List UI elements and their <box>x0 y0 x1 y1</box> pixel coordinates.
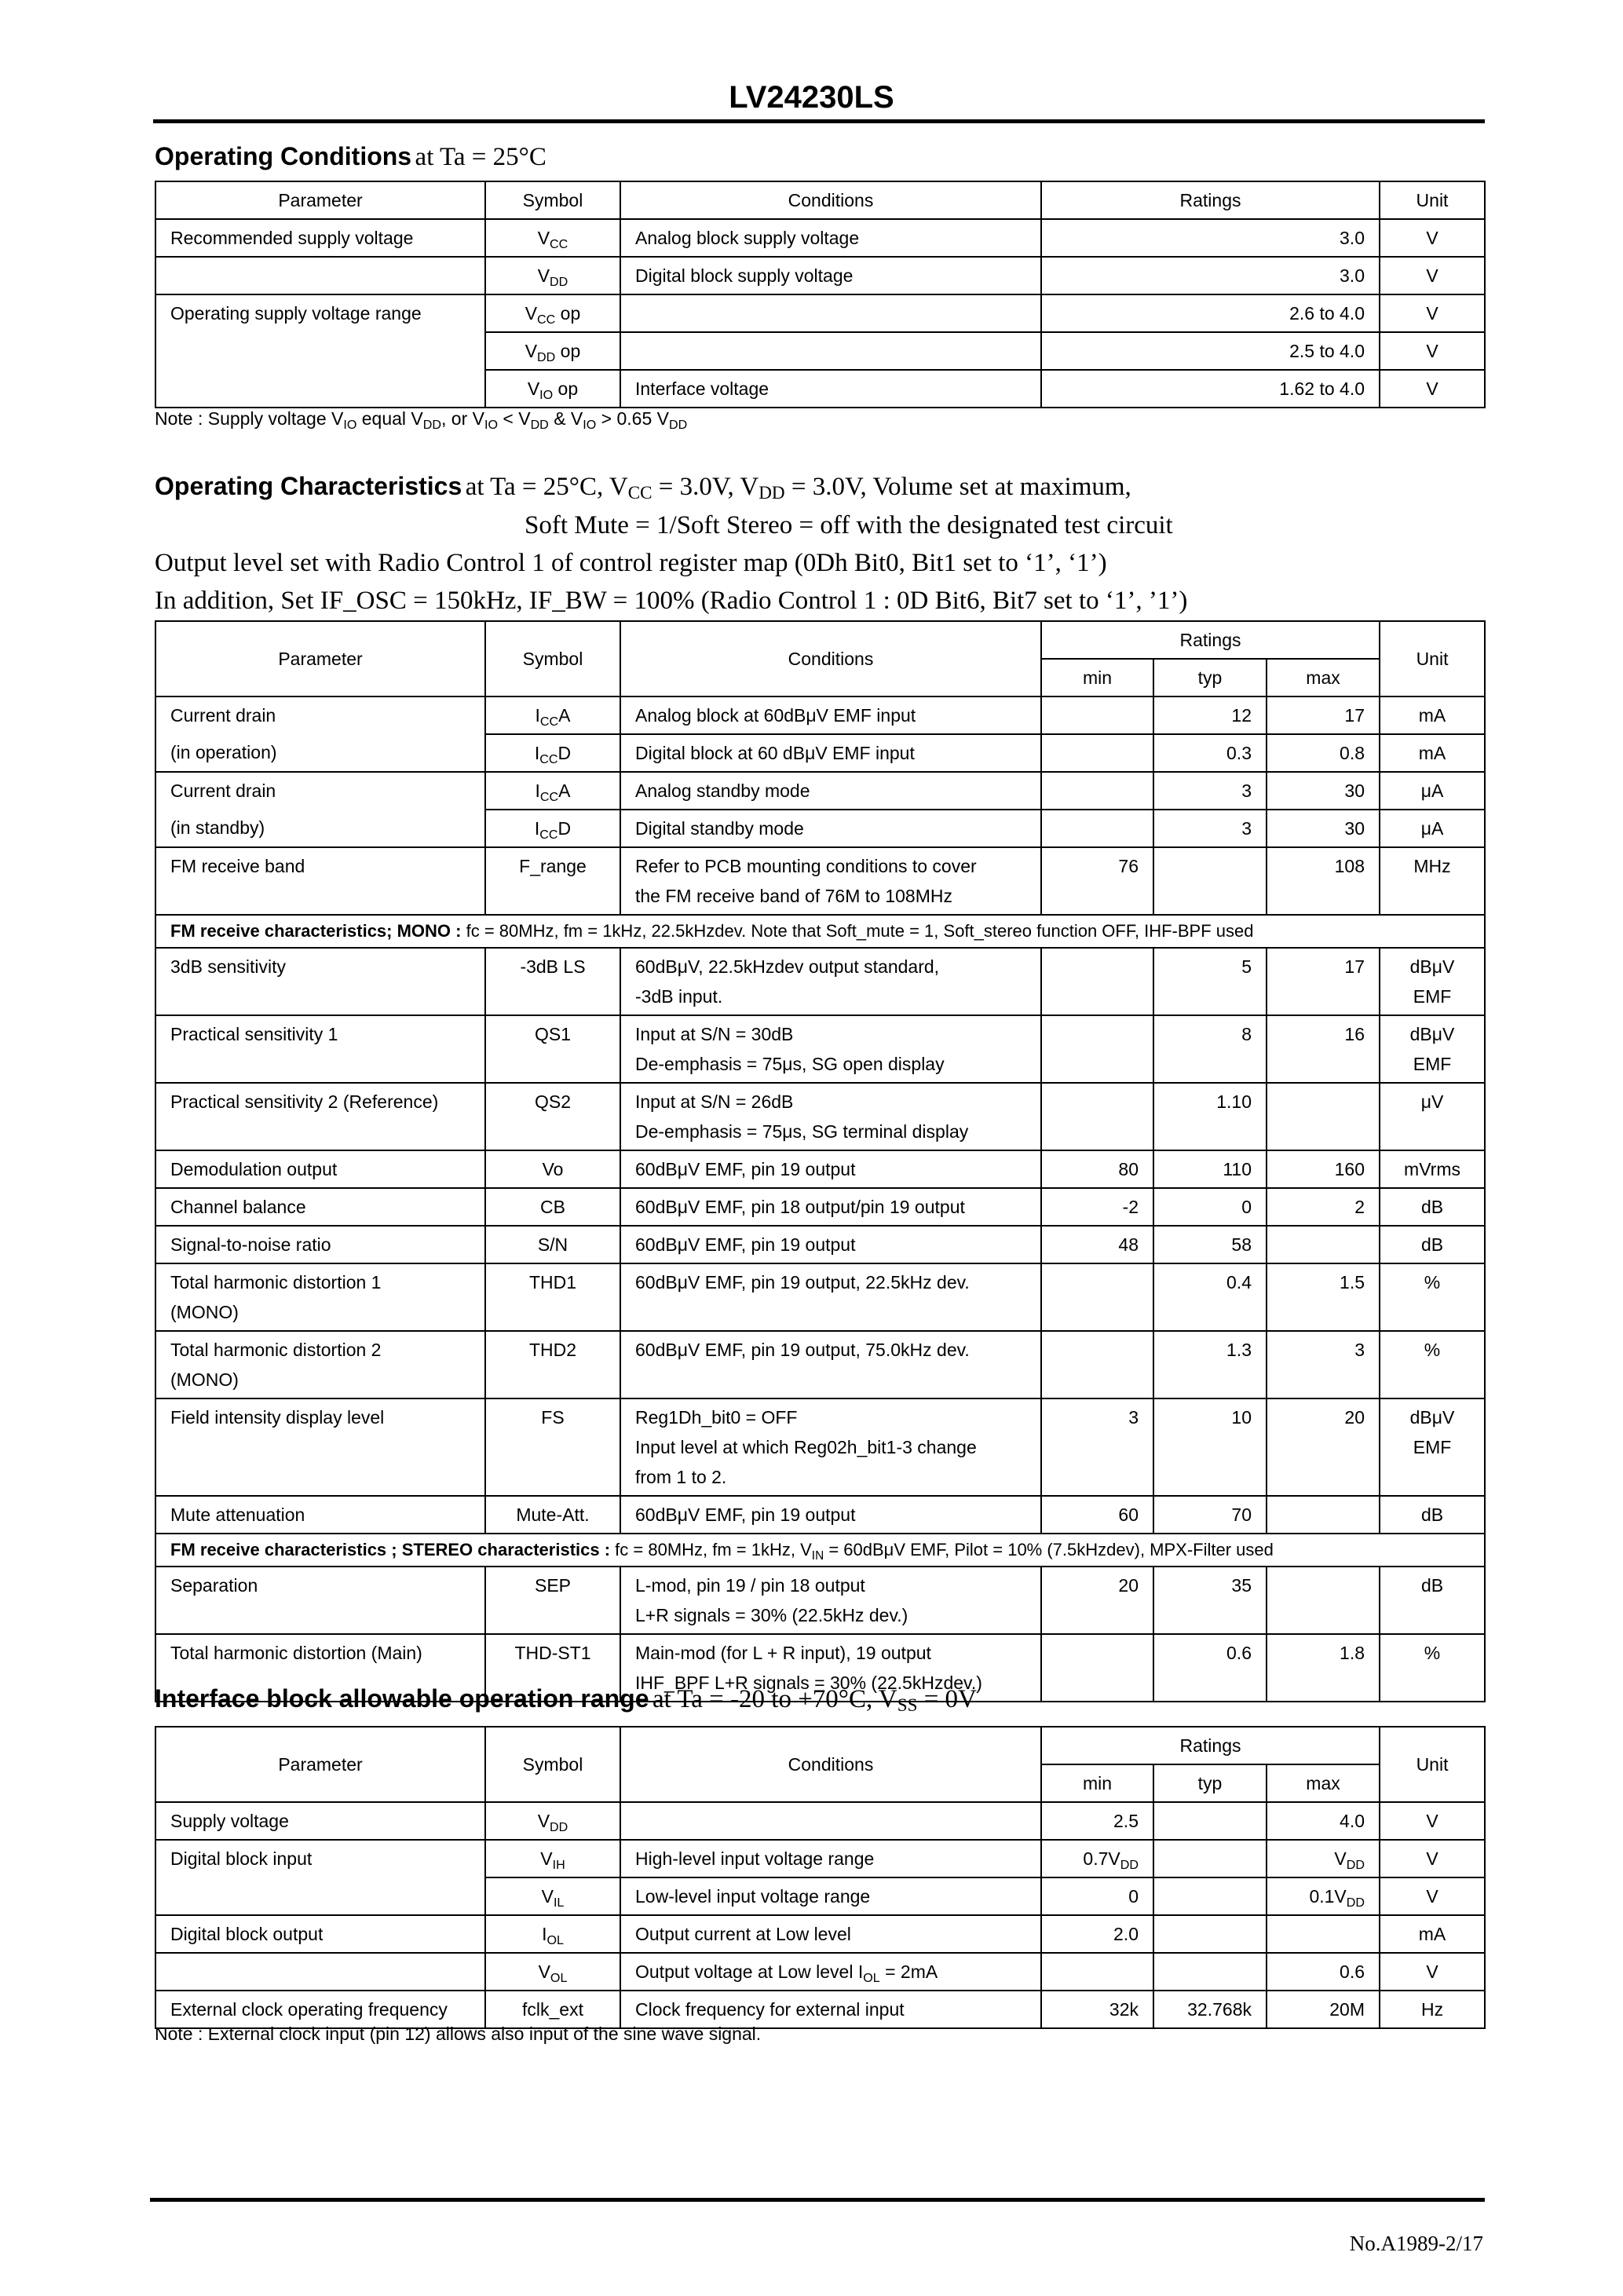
typ-cell: 5 <box>1153 948 1267 1015</box>
unit-cell: μA <box>1380 772 1485 810</box>
parameter-cell <box>155 370 485 408</box>
conditions-cell: 60dBμV EMF, pin 19 output, 22.5kHz dev. <box>620 1263 1041 1331</box>
symbol-cell: Mute-Att. <box>485 1496 620 1534</box>
typ-cell <box>1153 1953 1267 1991</box>
symbol-cell: $V_{DD}$ <box>485 1802 620 1840</box>
symbol-cell: $V_{OL}$ <box>485 1953 620 1991</box>
symbol-cell: S/N <box>485 1226 620 1263</box>
operating-conditions-table <box>155 181 1486 408</box>
conditions-cell: High-level input voltage range <box>620 1840 1041 1877</box>
unit-cell: V <box>1380 1840 1485 1877</box>
symbol-cell: Vo <box>485 1150 620 1188</box>
symbol-cell: $V_{DD}$ <box>485 257 620 294</box>
section-title: Operating Conditions <box>155 142 412 170</box>
max-cell: 17 <box>1267 696 1380 734</box>
typ-cell: 12 <box>1153 696 1267 734</box>
section-condition: at Ta = 25°C <box>415 143 546 171</box>
header-cell: Symbol <box>485 1727 620 1802</box>
typ-cell <box>1153 1915 1267 1953</box>
conditions-cell: L-mod, pin 19 / pin 18 output L+R signals = 30% (22.5kHz dev.) <box>620 1567 1041 1634</box>
min-cell <box>1041 1331 1153 1398</box>
symbol-cell: $I_{CC}A$ <box>485 772 620 810</box>
conditions-cell: Digital standby mode <box>620 810 1041 847</box>
header-cell: Parameter <box>155 181 485 219</box>
parameter-cell: Digital block output <box>155 1915 485 1953</box>
conditions-cell: 60dBμV EMF, pin 19 output <box>620 1226 1041 1263</box>
header-cell: Symbol <box>485 621 620 696</box>
typ-cell: 0.6 <box>1153 1634 1267 1702</box>
table-row <box>155 370 1485 408</box>
table-row <box>155 847 1485 915</box>
conditions-cell: 60dBμV EMF, pin 19 output <box>620 1496 1041 1534</box>
parameter-cell: Mute attenuation <box>155 1496 485 1534</box>
typ-cell <box>1153 1877 1267 1915</box>
symbol-cell: THD2 <box>485 1331 620 1398</box>
typ-cell: 0.3 <box>1153 734 1267 772</box>
operating-characteristics-heading <box>155 468 1131 510</box>
symbol-cell: THD1 <box>485 1263 620 1331</box>
max-cell: 0.8 <box>1267 734 1380 772</box>
min-cell: 48 <box>1041 1226 1153 1263</box>
max-cell <box>1267 1915 1380 1953</box>
rating-cell: 3.0 <box>1041 219 1380 257</box>
unit-cell: % <box>1380 1634 1485 1702</box>
parameter-cell: (in standby) <box>155 810 485 847</box>
stereo-section-header: FM receive characteristics ; STEREO characteristics : fc = 80MHz, fm = 1kHz, $V_{IN} = 60dB\mu V$ EMF, Pilot = 10% (7.5kHzdev), MPX-Filter used <box>155 1534 1485 1567</box>
unit-cell: V <box>1380 1877 1485 1915</box>
table-row <box>155 1840 1485 1877</box>
unit-cell: dB <box>1380 1188 1485 1226</box>
max-cell <box>1267 1226 1380 1263</box>
min-cell <box>1041 734 1153 772</box>
min-cell: -2 <box>1041 1188 1153 1226</box>
rating-cell: 2.5 to 4.0 <box>1041 332 1380 370</box>
typ-cell: 70 <box>1153 1496 1267 1534</box>
unit-cell: Hz <box>1380 1991 1485 2028</box>
header-cell: Ratings <box>1041 181 1380 219</box>
table-row <box>155 1915 1485 1953</box>
header-rule <box>153 119 1485 123</box>
table-row <box>155 1226 1485 1263</box>
conditions-cell: Refer to PCB mounting conditions to cover the FM receive band of 76M to 108MHz <box>620 847 1041 915</box>
max-cell: 20 <box>1267 1398 1380 1496</box>
min-cell <box>1041 1015 1153 1083</box>
operating-characteristics-table <box>155 620 1486 1702</box>
table-row <box>155 1188 1485 1226</box>
symbol-cell: $I_{OL}$ <box>485 1915 620 1953</box>
unit-cell: μV <box>1380 1083 1485 1150</box>
table-row <box>155 1150 1485 1188</box>
unit-cell: % <box>1380 1263 1485 1331</box>
table-header-row <box>155 1727 1485 1764</box>
conditions-cell: 60dBμV EMF, pin 18 output/pin 19 output <box>620 1188 1041 1226</box>
external-clock-note: Note : External clock input (pin 12) allows also input of the sine wave signal. <box>155 2024 762 2044</box>
conditions-cell: Input at S/N = 26dB De-emphasis = 75μs, SG terminal display <box>620 1083 1041 1150</box>
max-cell <box>1267 1567 1380 1634</box>
table-row <box>155 734 1485 772</box>
max-cell <box>1267 1083 1380 1150</box>
max-cell: 2 <box>1267 1188 1380 1226</box>
header-cell: Conditions <box>620 1727 1041 1802</box>
unit-cell: V <box>1380 332 1485 370</box>
unit-cell: V <box>1380 294 1485 332</box>
conditions-cell: 60dBμV EMF, pin 19 output <box>620 1150 1041 1188</box>
typ-cell: 10 <box>1153 1398 1267 1496</box>
typ-cell: 3 <box>1153 810 1267 847</box>
max-cell: 0.6 <box>1267 1953 1380 1991</box>
conditions-cell <box>620 332 1041 370</box>
conditions-cell: Analog block at 60dBμV EMF input <box>620 696 1041 734</box>
unit-cell: MHz <box>1380 847 1485 915</box>
symbol-cell: THD-ST1 <box>485 1634 620 1702</box>
header-cell: max <box>1267 1764 1380 1802</box>
rating-cell: 1.62 to 4.0 <box>1041 370 1380 408</box>
table-row <box>155 772 1485 810</box>
max-cell: $0.1V_{DD}$ <box>1267 1877 1380 1915</box>
supply-voltage-note: Note : Supply voltage $V_{IO}$ equal $V_{DD}$, or $V_{IO} < V_{DD}$ & $V_{IO} > 0.65$ $V_{DD}$ <box>155 408 688 432</box>
min-cell: 60 <box>1041 1496 1153 1534</box>
typ-cell: 110 <box>1153 1150 1267 1188</box>
table-row <box>155 219 1485 257</box>
conditions-cell <box>620 294 1041 332</box>
header-cell: Unit <box>1380 621 1485 696</box>
symbol-cell: $V_{CC}$ op <box>485 294 620 332</box>
symbol-cell: $V_{CC}$ <box>485 219 620 257</box>
symbol-cell: -3dB LS <box>485 948 620 1015</box>
header-cell: Conditions <box>620 181 1041 219</box>
min-cell: 3 <box>1041 1398 1153 1496</box>
unit-cell: mA <box>1380 696 1485 734</box>
header-cell: Unit <box>1380 181 1485 219</box>
condition-line: In addition, Set IF_OSC = 150kHz, IF_BW = 100% (Radio Control 1 : 0D Bit6, Bit7 set to ‘1’, ’1’) <box>155 587 1188 615</box>
conditions-cell <box>620 1802 1041 1840</box>
unit-cell: mVrms <box>1380 1150 1485 1188</box>
document-title: LV24230LS <box>729 80 894 115</box>
symbol-cell: $V_{IO}$ op <box>485 370 620 408</box>
conditions-cell: Main-mod (for L + R input), 19 output IHF_BPF L+R signals = 30% (22.5kHzdev.) <box>620 1634 1041 1702</box>
max-cell: 30 <box>1267 772 1380 810</box>
section-title: Operating Characteristics <box>155 472 462 500</box>
min-cell: 0 <box>1041 1877 1153 1915</box>
parameter-cell: Total harmonic distortion (Main) <box>155 1634 485 1702</box>
conditions-cell: Low-level input voltage range <box>620 1877 1041 1915</box>
symbol-cell: SEP <box>485 1567 620 1634</box>
symbol-cell: $V_{DD}$ op <box>485 332 620 370</box>
interface-block-heading <box>155 1680 977 1722</box>
min-cell: 32k <box>1041 1991 1153 2028</box>
header-cell: max <box>1267 659 1380 696</box>
interface-block-table <box>155 1726 1486 2029</box>
parameter-cell <box>155 257 485 294</box>
unit-cell: mA <box>1380 734 1485 772</box>
condition-line: Output level set with Radio Control 1 of control register map (0Dh Bit0, Bit1 set to ‘1’, ‘1’) <box>155 549 1107 577</box>
max-cell <box>1267 1496 1380 1534</box>
header-cell: Parameter <box>155 621 485 696</box>
section-row <box>155 915 1485 948</box>
table-header-row <box>155 181 1485 219</box>
conditions-cell: Reg1Dh_bit0 = OFF Input level at which Reg02h_bit1-3 change from 1 to 2. <box>620 1398 1041 1496</box>
typ-cell: 1.3 <box>1153 1331 1267 1398</box>
rating-cell: 3.0 <box>1041 257 1380 294</box>
unit-cell: dB <box>1380 1496 1485 1534</box>
unit-cell: dB <box>1380 1226 1485 1263</box>
max-cell: $V_{DD}$ <box>1267 1840 1380 1877</box>
parameter-cell: FM receive band <box>155 847 485 915</box>
typ-cell: 32.768k <box>1153 1991 1267 2028</box>
table-row <box>155 1496 1485 1534</box>
table-row <box>155 1331 1485 1398</box>
conditions-cell: Analog block supply voltage <box>620 219 1041 257</box>
conditions-cell: Analog standby mode <box>620 772 1041 810</box>
symbol-cell: $V_{IL}$ <box>485 1877 620 1915</box>
table-row <box>155 257 1485 294</box>
parameter-cell: Practical sensitivity 1 <box>155 1015 485 1083</box>
parameter-cell <box>155 1953 485 1991</box>
symbol-cell: F_range <box>485 847 620 915</box>
operating-conditions-heading <box>155 138 546 180</box>
max-cell: 3 <box>1267 1331 1380 1398</box>
table-row <box>155 1953 1485 1991</box>
table-row <box>155 332 1485 370</box>
table-header-row <box>155 621 1485 659</box>
parameter-cell: Field intensity display level <box>155 1398 485 1496</box>
table-row <box>155 1398 1485 1496</box>
conditions-cell: Interface voltage <box>620 370 1041 408</box>
min-cell <box>1041 948 1153 1015</box>
unit-cell: dBμV EMF <box>1380 948 1485 1015</box>
parameter-cell <box>155 1877 485 1915</box>
unit-cell: μA <box>1380 810 1485 847</box>
max-cell: 1.5 <box>1267 1263 1380 1331</box>
min-cell: 76 <box>1041 847 1153 915</box>
conditions-cell: Input at S/N = 30dB De-emphasis = 75μs, SG open display <box>620 1015 1041 1083</box>
min-cell <box>1041 1083 1153 1150</box>
table-row <box>155 1802 1485 1840</box>
table-row <box>155 1567 1485 1634</box>
header-cell: typ <box>1153 1764 1267 1802</box>
header-cell: min <box>1041 1764 1153 1802</box>
typ-cell: 0.4 <box>1153 1263 1267 1331</box>
parameter-cell: Practical sensitivity 2 (Reference) <box>155 1083 485 1150</box>
min-cell: 80 <box>1041 1150 1153 1188</box>
rating-cell: 2.6 to 4.0 <box>1041 294 1380 332</box>
conditions-cell: Digital block supply voltage <box>620 257 1041 294</box>
min-cell <box>1041 810 1153 847</box>
max-cell: 16 <box>1267 1015 1380 1083</box>
unit-cell: V <box>1380 1953 1485 1991</box>
conditions-cell: 60dBμV EMF, pin 19 output, 75.0kHz dev. <box>620 1331 1041 1398</box>
symbol-cell: QS2 <box>485 1083 620 1150</box>
min-cell: 2.5 <box>1041 1802 1153 1840</box>
unit-cell: mA <box>1380 1915 1485 1953</box>
parameter-cell: Signal-to-noise ratio <box>155 1226 485 1263</box>
max-cell: 4.0 <box>1267 1802 1380 1840</box>
min-cell <box>1041 1634 1153 1702</box>
symbol-cell: $V_{IH}$ <box>485 1840 620 1877</box>
header-cell: typ <box>1153 659 1267 696</box>
typ-cell: 1.10 <box>1153 1083 1267 1150</box>
unit-cell: V <box>1380 1802 1485 1840</box>
typ-cell <box>1153 1802 1267 1840</box>
symbol-cell: FS <box>485 1398 620 1496</box>
parameter-cell: Current drain <box>155 772 485 810</box>
conditions-cell: Output voltage at Low level $I_{OL} = 2mA$ <box>620 1953 1041 1991</box>
unit-cell: dBμV EMF <box>1380 1398 1485 1496</box>
parameter-cell: Separation <box>155 1567 485 1634</box>
table-row <box>155 1015 1485 1083</box>
parameter-cell: Total harmonic distortion 2 (MONO) <box>155 1331 485 1398</box>
table-row <box>155 810 1485 847</box>
parameter-cell: 3dB sensitivity <box>155 948 485 1015</box>
header-cell: Conditions <box>620 621 1041 696</box>
unit-cell: % <box>1380 1331 1485 1398</box>
min-cell <box>1041 772 1153 810</box>
table-row <box>155 1083 1485 1150</box>
table-row <box>155 948 1485 1015</box>
typ-cell: 58 <box>1153 1226 1267 1263</box>
header-cell: Ratings <box>1041 621 1380 659</box>
section-title: Interface block allowable operation range <box>155 1684 649 1713</box>
min-cell: 20 <box>1041 1567 1153 1634</box>
typ-cell: 0 <box>1153 1188 1267 1226</box>
min-cell: 2.0 <box>1041 1915 1153 1953</box>
unit-cell: dBμV EMF <box>1380 1015 1485 1083</box>
symbol-cell: $I_{CC}D$ <box>485 810 620 847</box>
conditions-cell: Clock frequency for external input <box>620 1991 1041 2028</box>
page-number: No.A1989-2/17 <box>1349 2232 1483 2255</box>
table-row <box>155 294 1485 332</box>
typ-cell: 35 <box>1153 1567 1267 1634</box>
footer-rule <box>150 2198 1485 2202</box>
max-cell: 160 <box>1267 1150 1380 1188</box>
parameter-cell: Digital block input <box>155 1840 485 1877</box>
header-cell: Unit <box>1380 1727 1485 1802</box>
parameter-cell: External clock operating frequency <box>155 1991 485 2028</box>
parameter-cell: Operating supply voltage range <box>155 294 485 332</box>
conditions-cell: 60dBμV, 22.5kHzdev output standard, -3dB input. <box>620 948 1041 1015</box>
unit-cell: dB <box>1380 1567 1485 1634</box>
parameter-cell: Total harmonic distortion 1 (MONO) <box>155 1263 485 1331</box>
header-cell: Symbol <box>485 181 620 219</box>
table-row <box>155 696 1485 734</box>
typ-cell: 3 <box>1153 772 1267 810</box>
symbol-cell: $I_{CC}A$ <box>485 696 620 734</box>
table-row <box>155 1877 1485 1915</box>
symbol-cell: QS1 <box>485 1015 620 1083</box>
section-condition: at Ta = 25°C, $V_{CC} = 3.0V$, $V_{DD} = 3.0V$, Volume set at maximum, <box>465 473 1131 503</box>
unit-cell: V <box>1380 370 1485 408</box>
typ-cell: 8 <box>1153 1015 1267 1083</box>
conditions-cell: Digital block at 60 dBμV EMF input <box>620 734 1041 772</box>
unit-cell: V <box>1380 219 1485 257</box>
section-row <box>155 1534 1485 1567</box>
parameter-cell: (in operation) <box>155 734 485 772</box>
symbol-cell: $I_{CC}D$ <box>485 734 620 772</box>
min-cell <box>1041 696 1153 734</box>
section-condition: at Ta = -20 to +70°C, $V_{SS} = 0V$ <box>652 1685 977 1715</box>
header-cell: min <box>1041 659 1153 696</box>
parameter-cell <box>155 332 485 370</box>
parameter-cell: Supply voltage <box>155 1802 485 1840</box>
parameter-cell: Recommended supply voltage <box>155 219 485 257</box>
max-cell: 20M <box>1267 1991 1380 2028</box>
header-cell: Ratings <box>1041 1727 1380 1764</box>
parameter-cell: Channel balance <box>155 1188 485 1226</box>
parameter-cell: Demodulation output <box>155 1150 485 1188</box>
min-cell <box>1041 1263 1153 1331</box>
typ-cell <box>1153 847 1267 915</box>
typ-cell <box>1153 1840 1267 1877</box>
symbol-cell: fclk_ext <box>485 1991 620 2028</box>
min-cell: $0.7V_{DD}$ <box>1041 1840 1153 1877</box>
max-cell: 1.8 <box>1267 1634 1380 1702</box>
max-cell: 108 <box>1267 847 1380 915</box>
condition-line: Soft Mute = 1/Soft Stereo = off with the designated test circuit <box>525 511 1173 539</box>
conditions-cell: Output current at Low level <box>620 1915 1041 1953</box>
header-cell: Parameter <box>155 1727 485 1802</box>
min-cell <box>1041 1953 1153 1991</box>
table-row <box>155 1263 1485 1331</box>
unit-cell: V <box>1380 257 1485 294</box>
max-cell: 17 <box>1267 948 1380 1015</box>
mono-section-header: FM receive characteristics; MONO : fc = 80MHz, fm = 1kHz, 22.5kHzdev. Note that Soft_mute = 1, Soft_stereo function OFF, IHF-BPF used <box>155 915 1485 948</box>
parameter-cell: Current drain <box>155 696 485 734</box>
max-cell: 30 <box>1267 810 1380 847</box>
symbol-cell: CB <box>485 1188 620 1226</box>
